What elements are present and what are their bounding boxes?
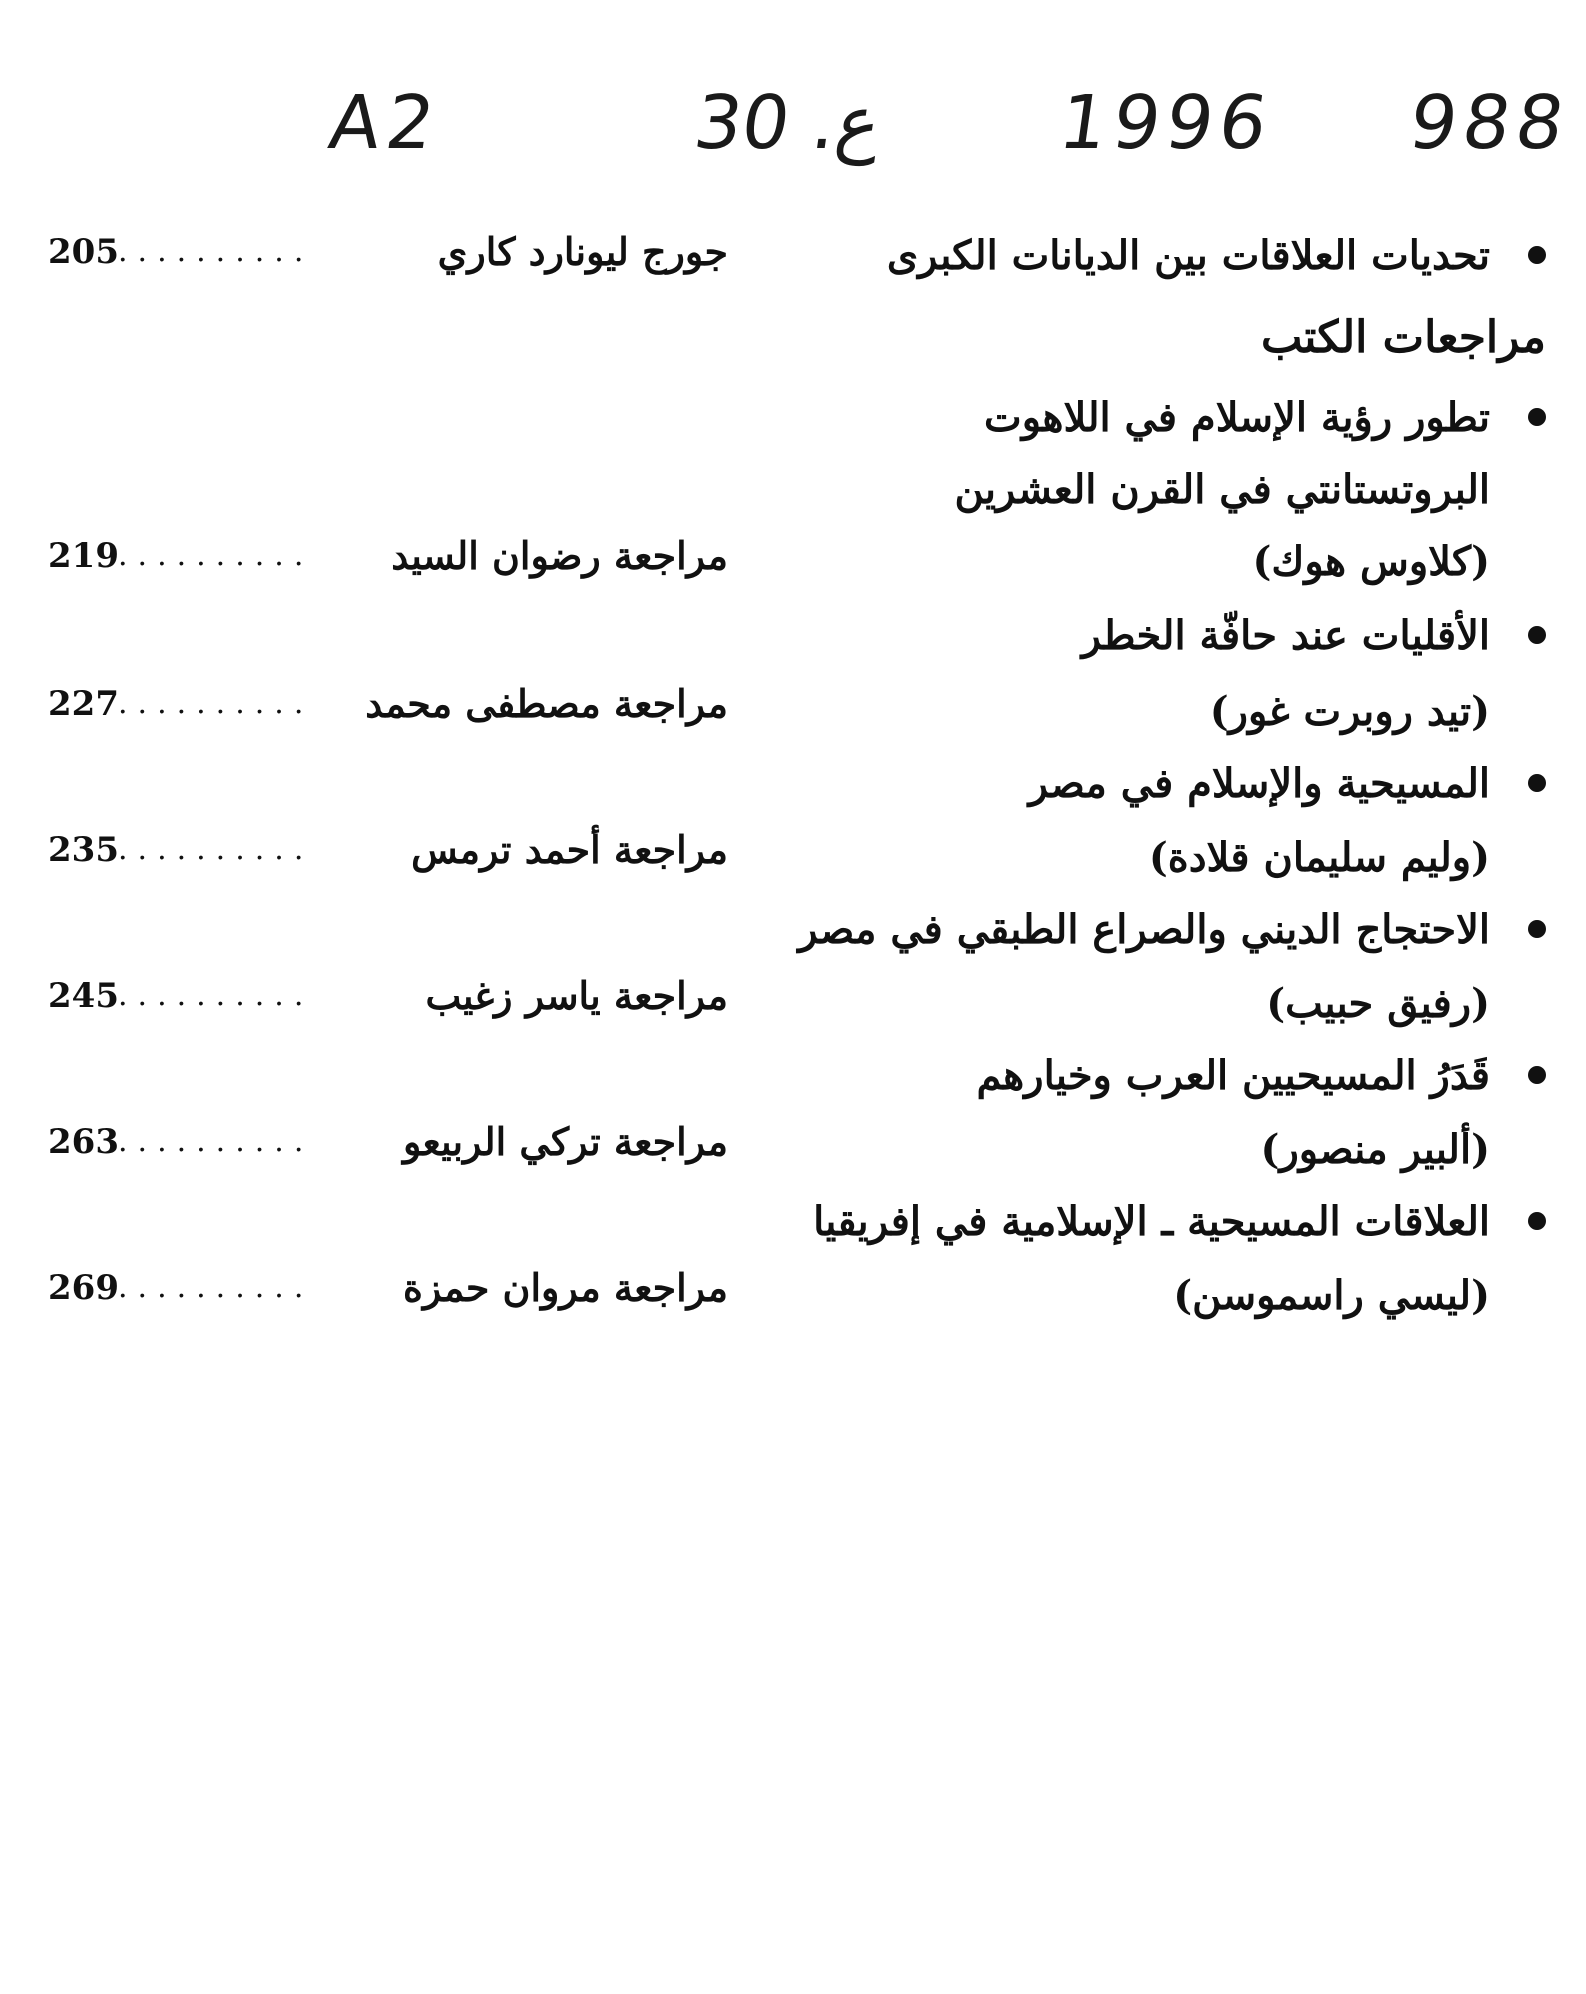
review-title-line-1: العلاقات المسيحية ـ الإسلامية في إفريقيا (813, 1198, 1490, 1245)
review-book-author: (تيد روبرت غور) (1209, 688, 1490, 735)
reviewer-name: مراجعة مروان حمزة (402, 1265, 728, 1310)
review-reviewer-row (48, 824, 728, 876)
dot-leader: .......... (118, 832, 314, 867)
dot-leader: .......... (118, 978, 314, 1013)
review-title-line-1: المسيحية والإسلام في مصر (1028, 760, 1490, 807)
dot-leader: .......... (118, 538, 314, 573)
review-book-author: (كلاوس هوك) (1252, 538, 1490, 585)
review-page: 245 (48, 976, 119, 1016)
entry-title: تحديات العلاقات بين الديانات الكبرى (886, 232, 1490, 279)
review-page: 235 (48, 830, 119, 870)
bullet-icon (1528, 1212, 1546, 1230)
section-heading: مراجعات الكتب (1260, 312, 1546, 363)
review-page: 219 (48, 536, 119, 576)
bullet-icon (1528, 774, 1546, 792)
entry-page: 205 (48, 232, 119, 272)
review-book-author: (وليم سليمان قلادة) (1148, 834, 1490, 881)
reviewer-name: مراجعة تركي الربيعو (403, 1119, 728, 1164)
review-title-line-1: الأقليات عند حافّة الخطر (1081, 612, 1490, 659)
review-title-line-1: قَدَرُ المسيحيين العرب وخيارهم (976, 1052, 1490, 1099)
handwritten-year: 1996 (1053, 80, 1279, 166)
review-page: 263 (48, 1122, 119, 1162)
bullet-icon (1528, 408, 1546, 426)
review-entry (40, 392, 1546, 444)
reviewer-name: مراجعة مصطفى محمد (365, 681, 728, 726)
review-page: 227 (48, 684, 119, 724)
bullet-icon (1528, 246, 1546, 264)
review-reviewer-row (48, 970, 728, 1022)
review-entry (40, 1196, 1546, 1248)
review-reviewer-row (48, 1116, 728, 1168)
review-page: 269 (48, 1268, 119, 1308)
reviewer-name: مراجعة أحمد ترمس (411, 827, 728, 872)
review-reviewer-row (48, 678, 728, 730)
dot-leader: .......... (118, 234, 314, 269)
review-entry (40, 610, 1546, 662)
review-book-author: (رفيق حبيب) (1266, 980, 1490, 1027)
handwritten-day: 30 .ع (688, 80, 887, 166)
reviewer-name: مراجعة ياسر زغيب (425, 973, 728, 1018)
toc-entry-author-row (48, 226, 728, 278)
review-entry (40, 758, 1546, 810)
review-title-line-row (40, 464, 1546, 516)
handwritten-number: 988 (1403, 80, 1576, 166)
bullet-icon (1528, 920, 1546, 938)
entry-author: جورج ليونارد كاري (437, 229, 728, 274)
review-reviewer-row (48, 1262, 728, 1314)
bullet-icon (1528, 626, 1546, 644)
dot-leader: .......... (118, 1124, 314, 1159)
handwritten-header (323, 80, 1576, 190)
review-entry (40, 904, 1546, 956)
review-entry (40, 1050, 1546, 1102)
review-book-author: (ليسي راسموسن) (1173, 1272, 1490, 1319)
reviewer-name: مراجعة رضوان السيد (391, 533, 728, 578)
bullet-icon (1528, 1066, 1546, 1084)
review-title-line-1: تطور رؤية الإسلام في اللاهوت (984, 394, 1490, 441)
handwritten-code: A2 (323, 80, 446, 166)
dot-leader: .......... (118, 686, 314, 721)
dot-leader: .......... (118, 1270, 314, 1305)
review-title-line-2: البروتستانتي في القرن العشرين (954, 466, 1490, 513)
review-book-author: (ألبير منصور) (1260, 1126, 1490, 1173)
review-title-line-1: الاحتجاج الديني والصراع الطبقي في مصر (798, 906, 1490, 953)
review-reviewer-row (48, 530, 728, 582)
